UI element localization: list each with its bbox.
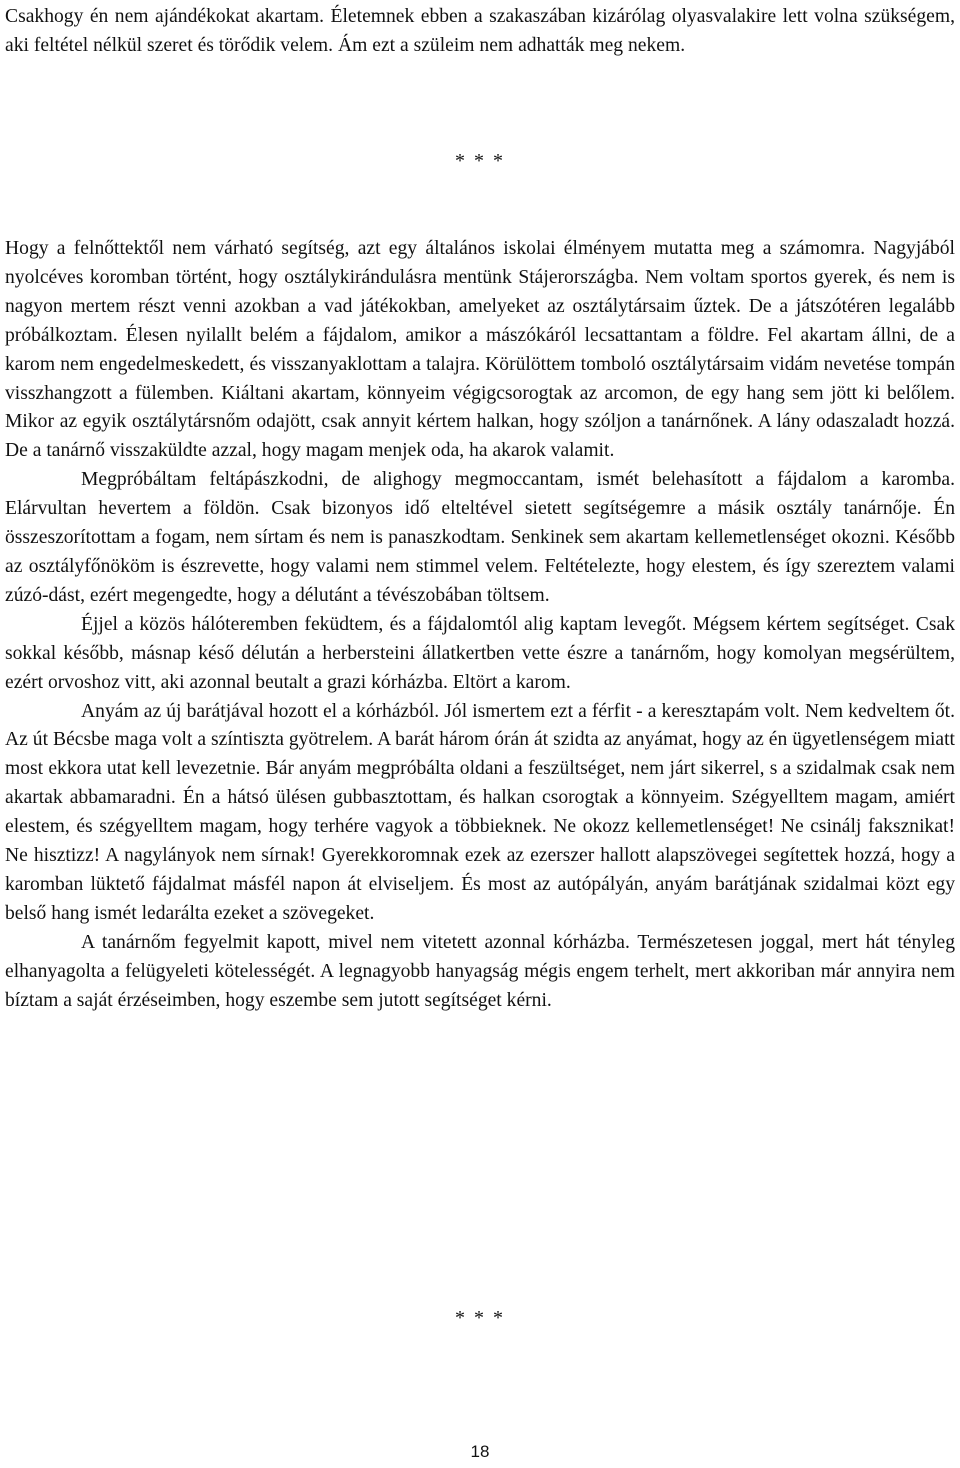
paragraph-1: Hogy a felnőttektől nem várható segítség, azt egy általános iskolai élményem mutatta meg a számomra. Nagyjából nyolcéves koromban történt, hogy osztálykirándulásra mentünk Stájerországba. Nem voltam sportos gyerek, és nem is nagyon mertem részt venni azokban a vad játékokban, amelyeket az osztálytársaim űztek. De a játszótéren legalább próbálkoztam. Élesen nyilallt belém a fájdalom, amikor a mászókáról lecsattantam a földre. Fel akartam állni, de a karom nem engedelmeskedett, és visszanyaklottam a talajra. Körülöttem tomboló osztálytársaim vidám nevetése tompán visszhangzott a fülemben. Kiáltani akartam, könnyeim végigcsorogtak az arcomon, de egy hang sem jött ki belőlem. Mikor az egyik osztálytársnőm odajött, csak annyit kértem halkan, hogy szóljon a tanárnőnek. A lány odaszaladt hozzá. De a tanárnő visszaküldte azzal, hogy magam menjek oda, ha akarok valamit. (5, 238, 955, 462)
paragraph-intro: Csakhogy én nem ajándékokat akartam. Életemnek ebben a szakaszában kizárólag olyasvalakire lett volna szükségem, aki feltétel nélkül szeret és törődik velem. Ám ezt a szüleim nem adhatták meg nekem. (5, 6, 955, 56)
section-separator-end: * * * (455, 1307, 505, 1329)
section-separator: * * * (455, 150, 505, 172)
paragraph-5: A tanárnőm fegyelmit kapott, mivel nem vitetett azonnal kórházba. Természetesen joggal, mert hát tényleg elhanyagolta a felügyeleti kötelességét. A legnagyobb hanyagság mégis engem terhelt, mert akkoriban már annyira nem bíztam a saját érzéseimben, hogy eszembe sem jutott segítséget kérni. (5, 931, 955, 1011)
paragraph-4: Anyám az új barátjával hozott el a kórházból. Jól ismertem ezt a férfit - a keresztapám volt. Nem kedveltem őt. Az út Bécsbe maga volt a színtiszta gyötrelem. A barát három órán át szidta az anyámat, hogy az én ügyetlenségem miatt most ekkora utat kell levezetnie. Bár anyám megpróbálta oldani a feszültséget, nem járt sikerrel, s a szidalmak csak nem akartak abbamaradni. Én a hátsó ülésen gubbasztottam, és halkan csorogtak a könnyeim. Szégyelltem magam, amiért elestem, és szégyelltem magam, hogy terhére vagyok a többieknek. Ne okozz kellemetlenséget! Ne csinálj faksznikat! Ne hisztizz! A nagylányok nem sírnak! Gyerekkoromnak ezek az ezerszer hallott alapszövegei segítettek hozzá, hogy a karomban lüktető fájdalmat másfél napon át elviseljem. És most az autópályán, anyám barátjának szidalmai közt egy belső hang ismét ledarálta ezeket a szövegeket. (5, 700, 955, 924)
paragraph-2: Megpróbáltam feltápászkodni, de alighogy megmoccantam, ismét belehasított a fájdalom a karomba. Elárvultan hevertem a földön. Csak bizonyos idő elteltével sietett segítségemre a másik osztály tanárnője. Én összeszorítottam a fogam, nem sírtam és nem is panaszkodtam. Senkinek sem akartam kellemetlenséget okozni. Később az osztályfőnököm is észrevette, hogy valami nem stimmel velem. Feltételezte, hogy elestem, és így szereztem valami zúzó-dást, ezért megengedte, hogy a délutánt a tévészobában töltsem. (5, 469, 955, 606)
main-text-block (5, 235, 955, 1015)
page-number: 18 (470, 1442, 490, 1461)
document-page (5, 0, 955, 1468)
paragraph-3: Éjjel a közös hálóteremben feküdtem, és a fájdalomtól alig kaptam levegőt. Mégsem kértem segítséget. Csak sokkal később, másnap késő délután a herbersteini állatkertben vette észre a tanárnőm, hogy komolyan megsérültem, ezért orvoshoz vitt, aki azonnal beutalt a grazi kórházba. Eltört a karom. (5, 613, 955, 693)
